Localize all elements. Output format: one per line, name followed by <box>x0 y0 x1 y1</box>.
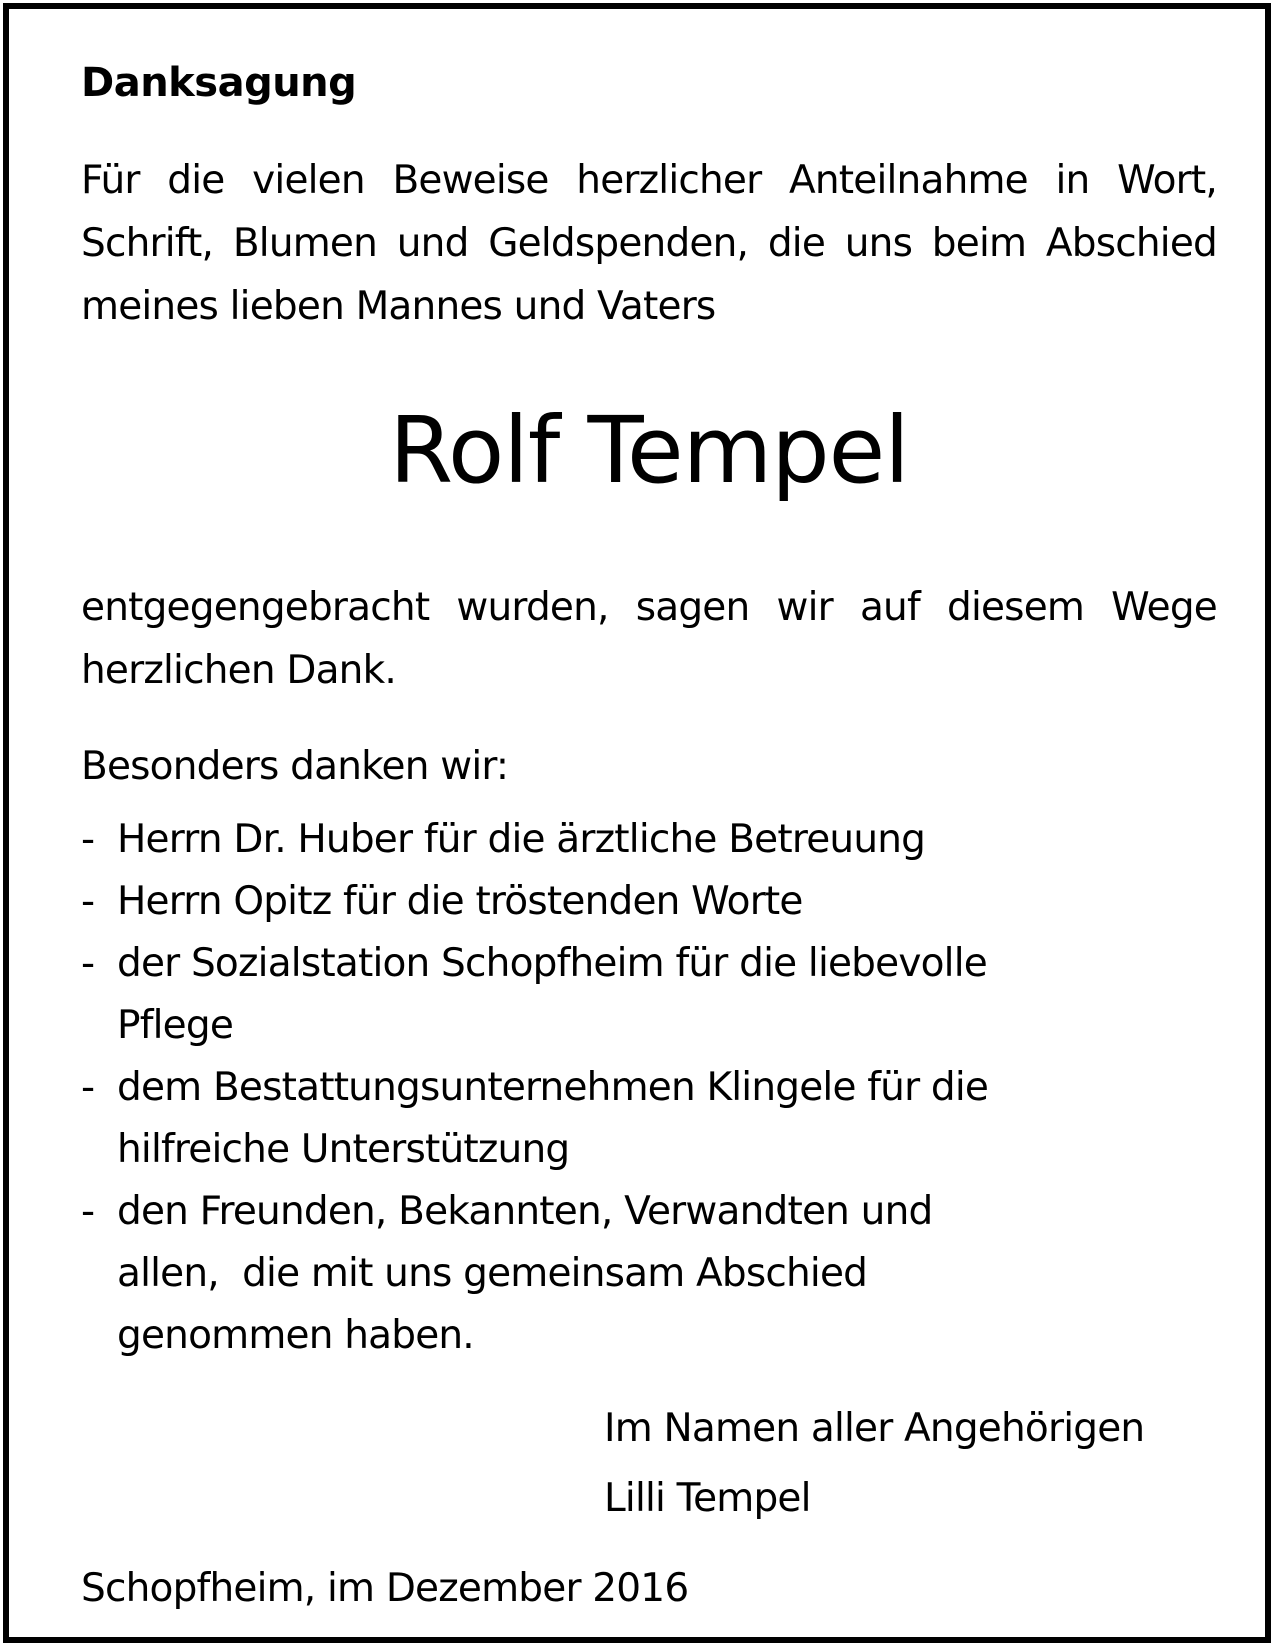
list-bullet: - <box>81 817 95 862</box>
signature-name: Lilli Tempel <box>604 1476 811 1521</box>
list-item <box>81 809 1217 871</box>
list-bullet: - <box>81 1189 95 1234</box>
list-item-text: den Freunden, Bekannten, Verwandten und allen, die mit uns gemeinsam Abschied genommen haben. <box>117 1189 945 1358</box>
special-thanks-list <box>81 809 1217 1367</box>
signature-block <box>604 1394 1144 1534</box>
place-date: Schopfheim, im Dezember 2016 <box>81 1566 689 1611</box>
list-item-text: dem Bestattungsunternehmen Klingele für die hilfreiche Unterstützung <box>117 1065 989 1172</box>
list-bullet: - <box>81 941 95 986</box>
list-item-text: Herrn Dr. Huber für die ärztliche Betreuung <box>117 817 926 862</box>
intro-paragraph: Für die vielen Beweise herzlicher Anteilnahme in Wort, Schrift, Blumen und Geldspenden, die uns beim Abschied meines lieben Mannes und Vaters <box>81 158 1217 329</box>
notice-frame <box>3 3 1271 1643</box>
deceased-name: Rolf Tempel <box>389 397 909 504</box>
list-bullet: - <box>81 1065 95 1110</box>
list-item <box>81 1181 1217 1367</box>
outro-paragraph: entgegengebracht wurden, sagen wir auf diesem Wege herzlichen Dank. <box>81 585 1217 693</box>
list-item <box>81 871 1217 933</box>
list-bullet: - <box>81 879 95 924</box>
signature-line: Im Namen aller Angehörigen <box>604 1406 1145 1451</box>
list-item <box>81 1057 1217 1181</box>
special-thanks-intro: Besonders danken wir: <box>81 744 509 789</box>
list-item <box>81 933 1217 1057</box>
list-item-text: Herrn Opitz für die tröstenden Worte <box>117 879 803 924</box>
list-item-text: der Sozialstation Schopfheim für die liebevolle Pflege <box>117 941 987 1048</box>
notice-heading: Danksagung <box>81 60 357 106</box>
